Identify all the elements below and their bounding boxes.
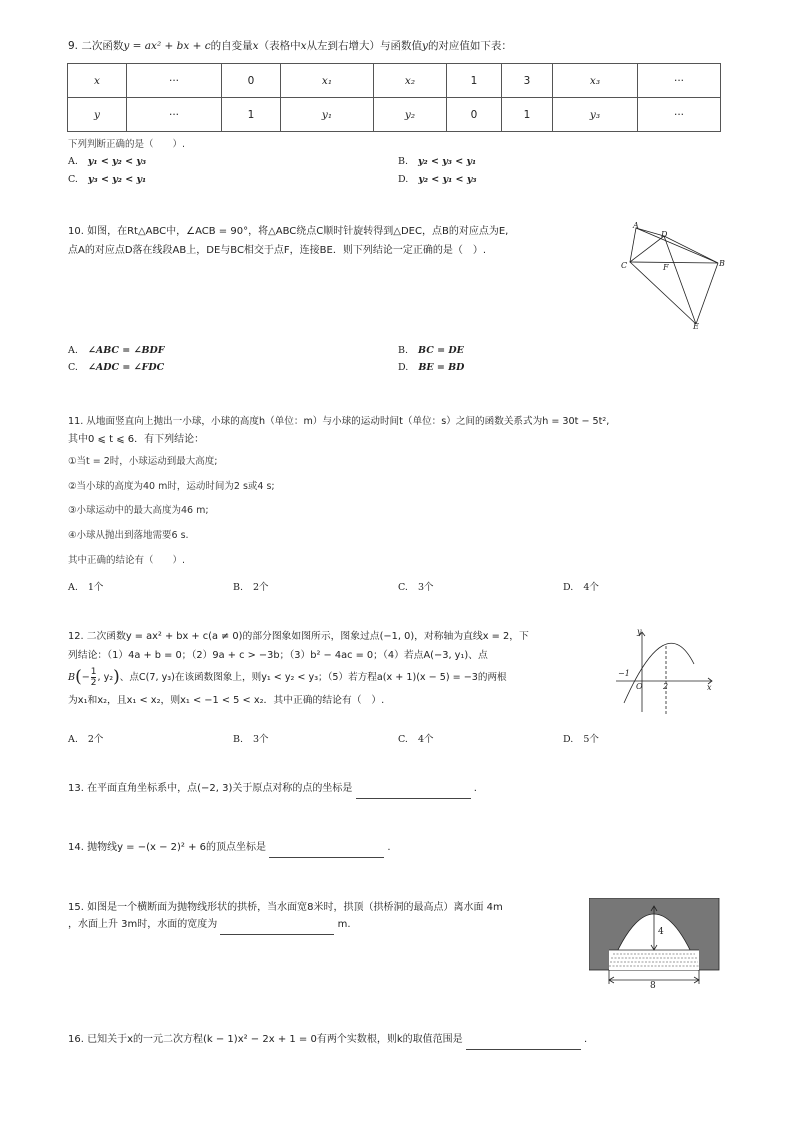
q11-prompt: 其中正确的结论有（ ）.	[68, 555, 186, 566]
q11-conclusion-1: ①当t = 2时，小球运动到最大高度;	[68, 456, 218, 467]
q15-arch-bridge-figure	[589, 898, 721, 990]
origin-label: O	[636, 682, 643, 691]
q11-conclusion-3: ③小球运动中的最大高度为46 m;	[68, 505, 209, 516]
table-cell: ···	[127, 64, 222, 98]
q11-option-b[interactable]: B. 2个	[233, 582, 269, 593]
q15-stem-line2: ，水面上升 3m时，水面的宽度为 m.	[68, 915, 608, 935]
q10-option-b[interactable]: B. BC = DE	[398, 345, 464, 356]
q12-option-c[interactable]: C. 4个	[398, 734, 434, 745]
q14-answer-blank[interactable]	[269, 845, 384, 858]
q10-option-a[interactable]: A. ∠ABC = ∠BDF	[68, 345, 165, 356]
q12-option-d[interactable]: D. 5个	[563, 734, 599, 745]
q16-stem: 16. 已知关于x的一元二次方程(k − 1)x² − 2x + 1 = 0有两个实数根，则k的取值范围是 .	[68, 1030, 608, 1050]
q14-stem: 14. 抛物线y = −(x − 2)² + 6的顶点坐标是 .	[68, 838, 608, 858]
q11-stem-line1: 11. 从地面竖直向上抛出一小球，小球的高度h（单位：m）与小球的运动时间t（单位：s）之间的函数关系式为h = 30t − 5t²,	[68, 416, 610, 427]
table-cell: x	[68, 64, 127, 98]
width-label: 8	[650, 981, 656, 990]
q12-stem-line1: 12. 二次函数y = ax² + bx + c(a ≠ 0)的部分图象如图所示，图象过点(−1, 0)，对称轴为直线x = 2，下	[68, 631, 529, 642]
q11-stem-line2: 其中0 ⩽ t ⩽ 6．有下列结论：	[68, 434, 205, 445]
axis-x-label: x	[707, 683, 712, 692]
q9-stem: 9. 二次函数y = ax² + bx + c的自变量x（表格中x从左到右增大）与函数值y的对应值如下表：	[68, 40, 512, 52]
label-e: E	[693, 322, 699, 331]
q12-stem-line4: 为x₁和x₂，且x₁ < x₂，则x₁ < −1 < 5 < x₂．其中正确的结论有（ ）.	[68, 695, 385, 706]
table-cell: y₁	[281, 98, 374, 132]
q9-option-b[interactable]: B. y₂ < y₃ < y₁	[398, 156, 477, 167]
q10-stem-line2: 点A的对应点D落在线段AB上，DE与BC相交于点F，连接BE．则下列结论一定正确的是（ ）.	[68, 245, 487, 256]
q10-option-c[interactable]: C. ∠ADC = ∠FDC	[68, 362, 165, 373]
q12-option-b[interactable]: B. 3个	[233, 734, 269, 745]
q12-stem-line2: 列结论：（1）4a + b = 0；（2）9a + c > −3b；（3）b² − 4ac = 0；（4）若点A(−3, y₁)、点	[68, 650, 488, 661]
table-row-x	[68, 64, 721, 98]
q9-option-c[interactable]: C. y₃ < y₂ < y₁	[68, 174, 147, 185]
q10-option-d[interactable]: D. BE = BD	[398, 362, 465, 373]
label-d: D	[661, 230, 668, 239]
label-c: C	[621, 261, 628, 270]
table-cell: 0	[222, 64, 281, 98]
q9-option-d[interactable]: D. y₂ < y₁ < y₃	[398, 174, 477, 185]
table-cell: 0	[447, 98, 502, 132]
axis-y-label: y	[637, 627, 642, 636]
q10-stem-line1: 10. 如图，在Rt△ABC中，∠ACB = 90°，将△ABC绕点C顺时针旋转得到△DEC，点B的对应点为E,	[68, 226, 509, 237]
table-cell: y	[68, 98, 127, 132]
q11-option-a[interactable]: A. 1个	[68, 582, 104, 593]
q9-value-table	[67, 63, 721, 132]
tick-neg1: −1	[618, 669, 630, 678]
height-label: 4	[658, 927, 664, 937]
table-cell: ···	[638, 64, 721, 98]
table-row-y	[68, 98, 721, 132]
table-cell: y₃	[553, 98, 638, 132]
table-cell: 1	[502, 98, 553, 132]
q11-conclusion-4: ④小球从抛出到落地需要6 s.	[68, 530, 189, 541]
q12-option-a[interactable]: A. 2个	[68, 734, 104, 745]
q11-option-d[interactable]: D. 4个	[563, 582, 599, 593]
q11-option-c[interactable]: C. 3个	[398, 582, 434, 593]
table-cell: 1	[222, 98, 281, 132]
table-cell: ···	[127, 98, 222, 132]
table-cell: x₂	[374, 64, 447, 98]
table-cell: y₂	[374, 98, 447, 132]
table-cell: 3	[502, 64, 553, 98]
label-f: F	[663, 263, 669, 272]
table-cell: x₃	[553, 64, 638, 98]
q12-parabola-figure	[612, 626, 720, 716]
q11-conclusion-2: ②当小球的高度为40 m时，运动时间为2 s或4 s;	[68, 481, 275, 492]
q13-answer-blank[interactable]	[356, 786, 471, 799]
q13-stem: 13. 在平面直角坐标系中，点(−2, 3)关于原点对称的点的坐标是 .	[68, 779, 608, 799]
table-cell: 1	[447, 64, 502, 98]
label-b: B	[719, 259, 725, 268]
q16-answer-blank[interactable]	[466, 1037, 581, 1050]
q9-option-a[interactable]: A. y₁ < y₂ < y₃	[68, 156, 147, 167]
tick-2: 2	[663, 682, 669, 691]
label-a: A	[633, 221, 639, 230]
table-cell: ···	[638, 98, 721, 132]
q10-triangle-figure	[620, 220, 735, 332]
q12-stem-line3: B(− $\frac{1}{2}$ , y₂)、点C(7, y₃)在该函数图象上，则y₁ < y₂ < y₃；（5）若方程a(x + 1)(x − 5) = −3的两根	[68, 666, 507, 688]
q15-stem-line1: 15. 如图是一个横断面为抛物线形状的拱桥，当水面宽8米时，拱顶（拱桥洞的最高点）离水面 4m	[68, 902, 503, 913]
q15-answer-blank[interactable]	[220, 922, 334, 935]
q9-prompt: 下列判断正确的是（ ）.	[68, 139, 186, 150]
table-cell: x₁	[281, 64, 374, 98]
